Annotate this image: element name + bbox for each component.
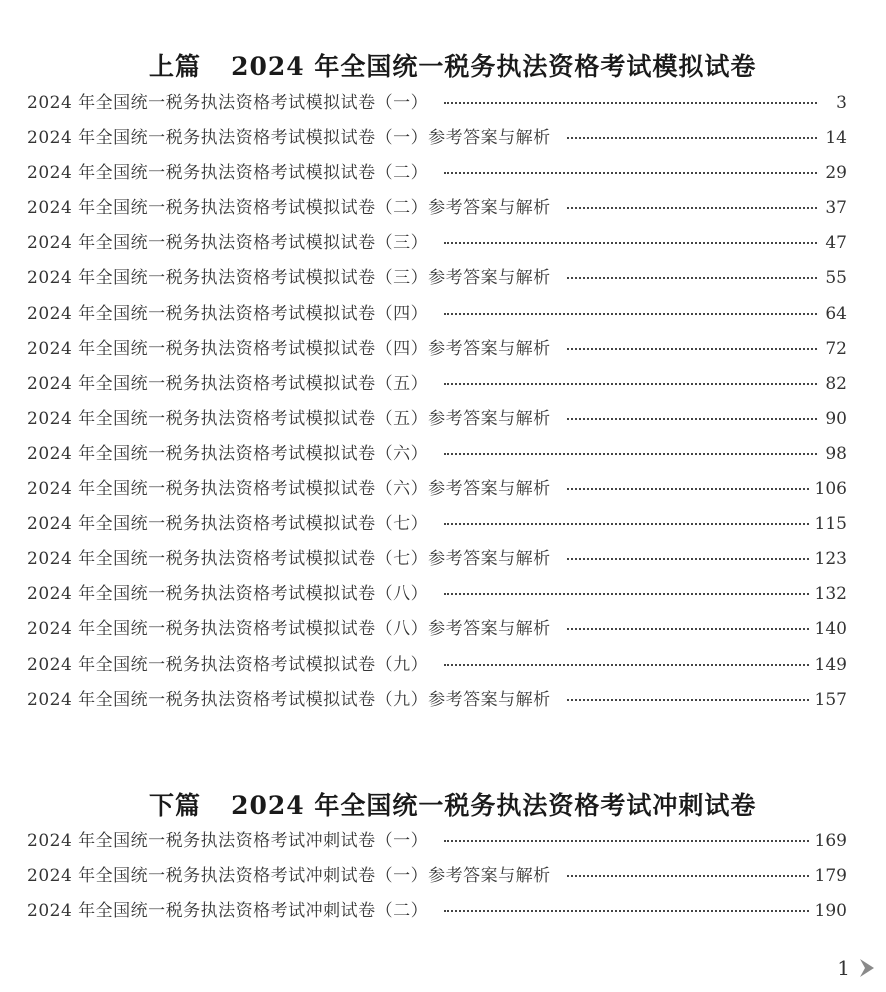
- page-footer: [837, 956, 876, 980]
- chevron-right-shape: [860, 959, 874, 977]
- toc-entry[interactable]: [27, 826, 847, 861]
- dot-leader: [444, 840, 808, 842]
- toc-entry-page: 169: [814, 831, 847, 851]
- dot-leader: [444, 453, 817, 455]
- toc-entry-page: 47: [825, 233, 847, 254]
- toc-entry-title: 2024 年全国统一税务执法资格考试模拟试卷（六）: [27, 443, 429, 464]
- dot-leader: [567, 875, 809, 877]
- toc-entry[interactable]: [27, 474, 847, 509]
- dot-leader: [444, 910, 808, 912]
- toc-entry[interactable]: [27, 369, 847, 404]
- toc-entry[interactable]: [27, 650, 847, 685]
- toc-entry-page: 64: [825, 303, 847, 324]
- dot-leader: [567, 558, 809, 560]
- toc-entry-title: 2024 年全国统一税务执法资格考试模拟试卷（九）参考答案与解析: [27, 689, 551, 710]
- toc-entry-title: 2024 年全国统一税务执法资格考试模拟试卷（一）参考答案与解析: [27, 128, 551, 149]
- page-number: 1: [837, 956, 850, 980]
- dot-leader: [444, 313, 817, 315]
- toc-entry-title: 2024 年全国统一税务执法资格考试模拟试卷（七）: [27, 514, 429, 535]
- toc-entry[interactable]: [27, 263, 847, 298]
- dot-leader: [567, 418, 817, 420]
- toc-entry-title: 2024 年全国统一税务执法资格考试模拟试卷（八）: [27, 584, 429, 605]
- toc-entry-title: 2024 年全国统一税务执法资格考试模拟试卷（三）参考答案与解析: [27, 268, 551, 289]
- toc-entry[interactable]: [27, 404, 847, 439]
- part-one-heading: [0, 18, 886, 83]
- toc-entry[interactable]: [27, 334, 847, 369]
- toc-entry-page: 90: [825, 408, 847, 429]
- chevron-right-icon[interactable]: [858, 958, 876, 978]
- toc-entry[interactable]: [27, 614, 847, 649]
- part-two-label: 下篇: [149, 791, 202, 820]
- toc-entry-title: 2024 年全国统一税务执法资格考试模拟试卷（七）参考答案与解析: [27, 549, 551, 570]
- toc-entry[interactable]: [27, 158, 847, 193]
- part-one-title: 2024 年全国统一税务执法资格考试模拟试卷: [231, 52, 757, 81]
- toc-entry-page: 179: [814, 866, 847, 887]
- part-two-toc: [27, 826, 847, 931]
- dot-leader: [444, 593, 808, 595]
- toc-entry[interactable]: [27, 123, 847, 158]
- toc-entry[interactable]: [27, 579, 847, 614]
- dot-leader: [567, 137, 817, 139]
- dot-leader: [444, 242, 817, 244]
- toc-entry-title: 2024 年全国统一税务执法资格考试模拟试卷（二）参考答案与解析: [27, 198, 551, 219]
- dot-leader: [444, 664, 808, 666]
- toc-entry[interactable]: [27, 228, 847, 263]
- dot-leader: [444, 383, 817, 385]
- toc-entry-title: 2024 年全国统一税务执法资格考试模拟试卷（三）: [27, 233, 429, 254]
- toc-entry-page: 140: [814, 619, 847, 640]
- toc-entry-title: 2024 年全国统一税务执法资格考试模拟试卷（四）参考答案与解析: [27, 338, 551, 359]
- toc-entry-page: 157: [814, 689, 847, 710]
- dot-leader: [567, 277, 817, 279]
- toc-entry[interactable]: [27, 299, 847, 334]
- dot-leader: [444, 102, 817, 104]
- toc-entry-page: 14: [825, 128, 847, 149]
- toc-entry-title: 2024 年全国统一税务执法资格考试模拟试卷（八）参考答案与解析: [27, 619, 551, 640]
- toc-entry-title: 2024 年全国统一税务执法资格考试模拟试卷（五）: [27, 373, 429, 394]
- toc-entry[interactable]: [27, 88, 847, 123]
- toc-entry[interactable]: [27, 439, 847, 474]
- part-one-toc: [27, 88, 847, 720]
- toc-entry-title: 2024 年全国统一税务执法资格考试模拟试卷（六）参考答案与解析: [27, 479, 551, 500]
- toc-entry-page: 132: [814, 584, 847, 605]
- toc-entry-title: 2024 年全国统一税务执法资格考试模拟试卷（五）参考答案与解析: [27, 408, 551, 429]
- dot-leader: [444, 172, 817, 174]
- toc-entry-page: 115: [814, 514, 847, 535]
- dot-leader: [567, 699, 809, 701]
- dot-leader: [567, 348, 817, 350]
- toc-entry-page: 37: [825, 198, 847, 219]
- toc-entry[interactable]: [27, 544, 847, 579]
- toc-entry-title: 2024 年全国统一税务执法资格考试冲刺试卷（一）参考答案与解析: [27, 866, 551, 887]
- toc-entry[interactable]: [27, 861, 847, 896]
- part-two-heading: [0, 757, 886, 822]
- toc-entry-page: 190: [814, 901, 847, 922]
- toc-entry-page: 72: [825, 338, 847, 359]
- toc-entry-page: 55: [825, 268, 847, 289]
- toc-entry-page: 106: [814, 479, 847, 500]
- part-one-label: 上篇: [149, 52, 202, 81]
- dot-leader: [567, 488, 809, 490]
- toc-entry-title: 2024 年全国统一税务执法资格考试冲刺试卷（一）: [27, 831, 429, 851]
- toc-entry[interactable]: [27, 509, 847, 544]
- toc-entry-page: 82: [825, 373, 847, 394]
- toc-entry-title: 2024 年全国统一税务执法资格考试模拟试卷（九）: [27, 654, 429, 675]
- toc-entry-title: 2024 年全国统一税务执法资格考试模拟试卷（一）: [27, 93, 429, 113]
- toc-entry-page: 98: [825, 443, 847, 464]
- toc-entry[interactable]: [27, 896, 847, 931]
- toc-entry-page: 29: [825, 163, 847, 184]
- part-two-title: 2024 年全国统一税务执法资格考试冲刺试卷: [231, 791, 757, 820]
- toc-entry[interactable]: [27, 193, 847, 228]
- dot-leader: [444, 523, 808, 525]
- toc-entry[interactable]: [27, 685, 847, 720]
- toc-entry-page: 123: [814, 549, 847, 570]
- dot-leader: [567, 628, 809, 630]
- toc-entry-title: 2024 年全国统一税务执法资格考试模拟试卷（四）: [27, 303, 429, 324]
- toc-entry-title: 2024 年全国统一税务执法资格考试冲刺试卷（二）: [27, 901, 429, 922]
- toc-entry-title: 2024 年全国统一税务执法资格考试模拟试卷（二）: [27, 163, 429, 184]
- dot-leader: [567, 207, 817, 209]
- toc-entry-page: 3: [836, 93, 847, 113]
- toc-entry-page: 149: [814, 654, 847, 675]
